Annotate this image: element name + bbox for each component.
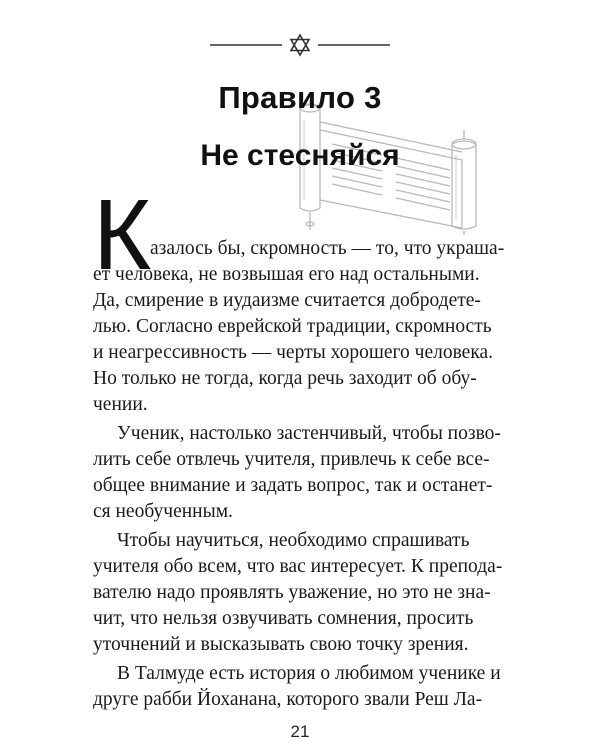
- header-ornament: [210, 30, 390, 60]
- body-line: Ученик, настолько застенчивый, чтобы позво-: [117, 423, 501, 444]
- body-line: чении.: [93, 394, 148, 415]
- body-line: ет человека, не возвышая его над остальными.: [93, 264, 480, 285]
- body-line: В Талмуде есть история о любимом ученике и: [117, 663, 501, 684]
- body-line: и неагрессивность — черты хорошего человека.: [93, 342, 494, 363]
- body-line: Да, смирение в иудаизме считается добродете-: [93, 290, 481, 311]
- body-line: лью. Согласно еврейской традиции, скромность: [93, 316, 492, 337]
- body-line: общее внимание и задать вопрос, так и останет-: [93, 475, 493, 496]
- drop-cap: К: [93, 179, 152, 291]
- page-number: 21: [290, 722, 310, 741]
- body-line: Чтобы научиться, необходимо спрашивать: [117, 530, 470, 551]
- body-line: чит, что нельзя озвучивать сомнения, просить: [93, 608, 474, 629]
- body-line: друге рабби Йоханана, которого звали Реш Ла-: [93, 689, 483, 710]
- body-line: учителя обо всем, что вас интересует. К препода-: [93, 556, 503, 577]
- body-line: вателю надо проявлять уважение, но это не зна-: [93, 582, 491, 603]
- chapter-title: Не стесняйся: [200, 139, 400, 172]
- body-line: ся необученным.: [93, 501, 233, 522]
- body-line: азалось бы, скромность — то, что украша-: [150, 238, 505, 259]
- body-line: лить себе отвлечь учителя, привлечь к себе все-: [93, 449, 490, 470]
- chapter-number: Правило 3: [218, 80, 382, 115]
- body-line: уточнений и высказывать свою точку зрения.: [93, 634, 469, 655]
- star-of-david-icon: [291, 35, 309, 55]
- body-line: Но только не тогда, когда речь заходит об обу-: [93, 368, 477, 389]
